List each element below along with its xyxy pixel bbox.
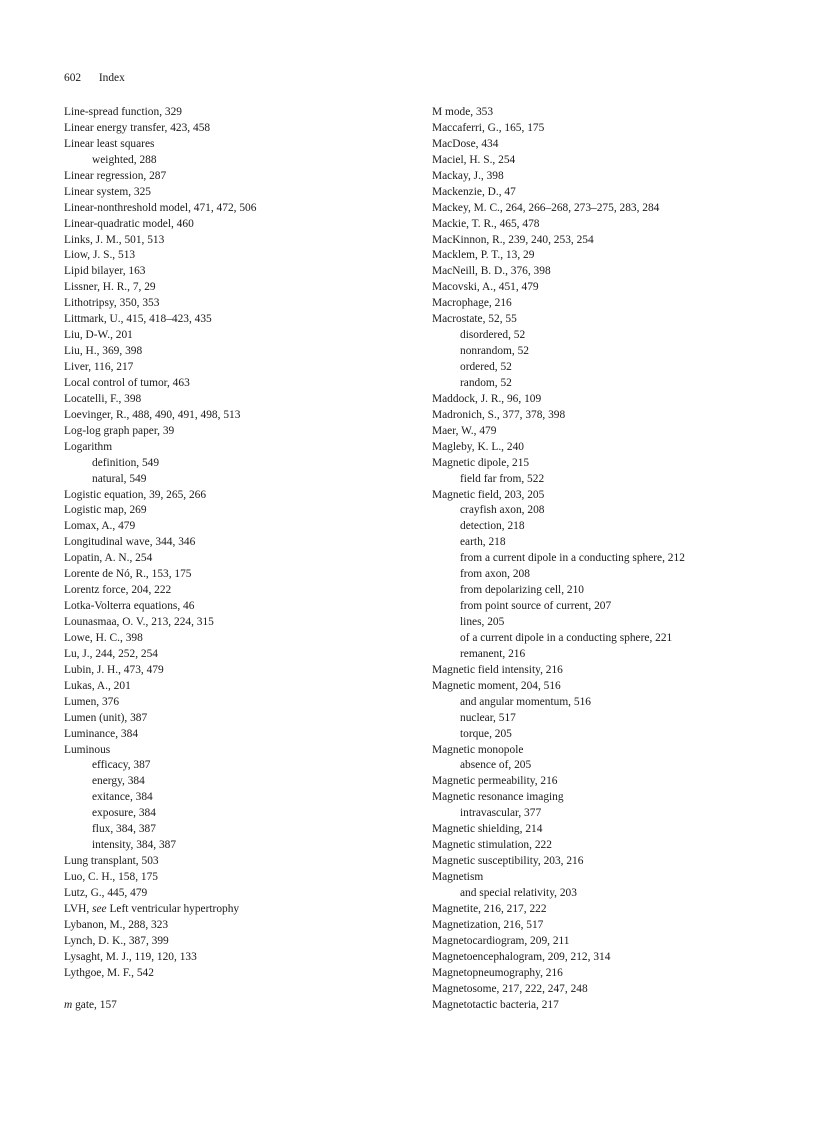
entry-text: earth, 218	[460, 536, 506, 549]
entry-text: random, 52	[460, 376, 512, 389]
index-entry	[432, 679, 772, 695]
index-subentry	[432, 886, 772, 902]
entry-text: Macovski, A., 451, 479	[432, 281, 539, 294]
index-entry	[432, 663, 772, 679]
index-entry	[64, 934, 404, 950]
entry-text: Mackenzie, D., 47	[432, 185, 516, 198]
index-subentry	[432, 567, 772, 583]
entry-text: Magnetic field intensity, 216	[432, 663, 563, 676]
entry-text: Magnetosome, 217, 222, 247, 248	[432, 982, 588, 995]
entry-text: Magnetic moment, 204, 516	[432, 679, 561, 692]
entry-text: Liu, H., 369, 398	[64, 345, 143, 358]
index-entry	[432, 743, 772, 759]
index-subentry	[432, 599, 772, 615]
index-entry	[64, 312, 404, 328]
entry-text: Linear least squares	[64, 137, 155, 150]
index-entry	[64, 424, 404, 440]
index-entry	[64, 918, 404, 934]
index-entry	[432, 233, 772, 249]
entry-text: field far from, 522	[460, 472, 545, 485]
index-subentry	[432, 631, 772, 647]
index-entry	[64, 105, 404, 121]
index-subentry	[432, 615, 772, 631]
index-entry	[432, 248, 772, 264]
index-entry	[432, 966, 772, 982]
index-entry	[64, 567, 404, 583]
entry-text: MacDose, 434	[432, 137, 499, 150]
index-entry	[432, 217, 772, 233]
running-header	[64, 71, 125, 85]
index-entry	[64, 360, 404, 376]
entry-text: Linear regression, 287	[64, 169, 167, 182]
index-entry	[432, 105, 772, 121]
index-entry	[64, 743, 404, 759]
index-subentry	[432, 727, 772, 743]
entry-text: Maddock, J. R., 96, 109	[432, 392, 542, 405]
index-entry	[64, 488, 404, 504]
index-entry	[432, 201, 772, 217]
index-subentry	[432, 360, 772, 376]
entry-text: Lutz, G., 445, 479	[64, 886, 148, 899]
entry-text: efficacy, 387	[92, 759, 151, 772]
index-subentry	[432, 583, 772, 599]
entry-text: Lopatin, A. N., 254	[64, 552, 153, 565]
index-entry	[432, 424, 772, 440]
entry-text: energy, 384	[92, 775, 145, 788]
entry-text: Linear-nonthreshold model, 471, 472, 506	[64, 201, 257, 214]
entry-text: Madronich, S., 377, 378, 398	[432, 408, 566, 421]
index-entry	[432, 838, 772, 854]
index-subentry	[432, 695, 772, 711]
index-entry	[64, 264, 404, 280]
entry-text: Lounasmaa, O. V., 213, 224, 315	[64, 616, 214, 628]
index-subentry	[432, 551, 772, 567]
entry-text: Macrophage, 216	[432, 297, 512, 310]
index-entry	[64, 679, 404, 695]
index-entry	[64, 695, 404, 711]
index-subentry	[64, 758, 404, 774]
entry-italic: see	[92, 902, 107, 915]
index-entry	[64, 121, 404, 137]
index-entry	[64, 966, 404, 982]
index-entry	[432, 153, 772, 169]
index-subentry	[64, 472, 404, 488]
entry-text: LVH,	[64, 902, 93, 915]
entry-text: Logistic equation, 39, 265, 266	[64, 488, 207, 501]
index-subentry	[432, 376, 772, 392]
index-subentry	[64, 790, 404, 806]
index-entry	[64, 344, 404, 360]
index-subentry	[64, 456, 404, 472]
entry-text: Magnetic dipole, 215	[432, 456, 530, 469]
index-subentry	[432, 711, 772, 727]
entry-text: Logistic map, 269	[64, 504, 147, 517]
entry-text: Liu, D-W., 201	[64, 329, 133, 342]
entry-text: Linear system, 325	[64, 185, 151, 198]
index-column-left	[64, 105, 404, 1013]
entry-text: Lorentz force, 204, 222	[64, 584, 172, 597]
index-subentry	[432, 647, 772, 663]
index-entry	[64, 870, 404, 886]
entry-text-after: Left ventricular hypertrophy	[106, 902, 240, 915]
index-entry	[64, 248, 404, 264]
index-entry	[432, 280, 772, 296]
index-subentry	[432, 758, 772, 774]
entry-text: Lu, J., 244, 252, 254	[64, 647, 158, 660]
entry-text-after: gate, 157	[72, 998, 117, 1011]
entry-text: natural, 549	[92, 472, 147, 485]
index-entry	[432, 998, 772, 1014]
entry-text: Lowe, H. C., 398	[64, 631, 143, 644]
entry-text: from a current dipole in a conducting sphere, 212	[460, 552, 685, 565]
entry-text: Maciel, H. S., 254	[432, 153, 516, 166]
entry-text: weighted, 288	[92, 153, 157, 166]
entry-text: Magnetic susceptibility, 203, 216	[432, 855, 584, 868]
entry-text: Lipid bilayer, 163	[64, 265, 146, 278]
section-title: Index	[98, 72, 125, 84]
entry-text: absence of, 205	[460, 759, 532, 772]
index-entry	[64, 998, 404, 1014]
index-entry	[64, 950, 404, 966]
index-entry	[432, 185, 772, 201]
entry-text: ordered, 52	[460, 361, 512, 373]
entry-text: Lorente de Nó, R., 153, 175	[64, 568, 192, 581]
entry-text: Magnetic shielding, 214	[432, 823, 543, 836]
index-entry	[64, 185, 404, 201]
entry-text: Lynch, D. K., 387, 399	[64, 934, 169, 947]
index-subentry	[432, 344, 772, 360]
entry-text: Lumen, 376	[64, 695, 120, 708]
entry-text: Lubin, J. H., 473, 479	[64, 663, 164, 676]
entry-text: Lung transplant, 503	[64, 855, 159, 868]
index-subentry	[64, 153, 404, 169]
entry-text: Magnetization, 216, 517	[432, 918, 544, 931]
index-subentry	[432, 503, 772, 519]
entry-text: Magleby, K. L., 240	[432, 440, 524, 453]
index-entry	[432, 169, 772, 185]
index-entry	[432, 870, 772, 886]
entry-text: Luminance, 384	[64, 727, 139, 740]
index-entry	[432, 902, 772, 918]
index-entry	[432, 934, 772, 950]
index-entry	[64, 599, 404, 615]
entry-text: Macklem, P. T., 13, 29	[432, 249, 535, 262]
index-entry	[432, 488, 772, 504]
entry-text: Lotka-Volterra equations, 46	[64, 600, 195, 613]
entry-text: Magnetic field, 203, 205	[432, 488, 545, 501]
index-entry	[64, 408, 404, 424]
entry-text: Magnetic resonance imaging	[432, 791, 564, 804]
index-entry	[432, 137, 772, 153]
index-entry	[64, 169, 404, 185]
entry-text: Liow, J. S., 513	[64, 249, 136, 262]
entry-text: Magnetism	[432, 871, 484, 883]
index-entry	[432, 440, 772, 456]
index-entry	[432, 918, 772, 934]
entry-text: disordered, 52	[460, 329, 526, 342]
index-entry	[64, 647, 404, 663]
entry-text: Lumen (unit), 387	[64, 711, 148, 724]
index-entry	[64, 711, 404, 727]
index-entry	[64, 376, 404, 392]
index-entry	[432, 456, 772, 472]
entry-text: intensity, 384, 387	[92, 839, 177, 852]
entry-text: M mode, 353	[432, 106, 494, 118]
index-entry	[64, 519, 404, 535]
entry-text: torque, 205	[460, 727, 512, 740]
entry-text: nuclear, 517	[460, 711, 516, 724]
index-subentry	[64, 806, 404, 822]
entry-text: Log-log graph paper, 39	[64, 424, 175, 437]
page-number: 602	[64, 72, 82, 84]
entry-text: Lybanon, M., 288, 323	[64, 918, 169, 931]
index-entry	[64, 727, 404, 743]
index-subentry	[432, 535, 772, 551]
entry-text: flux, 384, 387	[92, 823, 156, 836]
entry-text: Maccaferri, G., 165, 175	[432, 121, 545, 134]
entry-text: Linear-quadratic model, 460	[64, 217, 194, 230]
entry-text: Littmark, U., 415, 418–423, 435	[64, 313, 212, 326]
entry-text: Locatelli, F., 398	[64, 392, 142, 405]
entry-text: from axon, 208	[460, 568, 530, 581]
entry-text: Magnetic stimulation, 222	[432, 839, 552, 852]
index-subentry	[432, 472, 772, 488]
entry-text: Lomax, A., 479	[64, 520, 136, 533]
entry-text: Linear energy transfer, 423, 458	[64, 121, 211, 134]
entry-text: Liver, 116, 217	[64, 361, 134, 373]
entry-text: of a current dipole in a conducting sphere, 221	[460, 631, 673, 644]
index-entry	[64, 535, 404, 551]
index-entry	[432, 982, 772, 998]
index-entry	[64, 886, 404, 902]
entry-text: Local control of tumor, 463	[64, 376, 190, 389]
index-entry	[64, 902, 404, 918]
index-column-right	[432, 105, 772, 1013]
entry-text: and angular momentum, 516	[460, 695, 591, 708]
entry-text: Links, J. M., 501, 513	[64, 233, 165, 246]
entry-text: lines, 205	[460, 616, 505, 628]
entry-text: Magnetopneumography, 216	[432, 966, 563, 979]
index-entry	[432, 790, 772, 806]
entry-text: Lissner, H. R., 7, 29	[64, 281, 156, 294]
index-entry	[64, 392, 404, 408]
index-entry	[64, 280, 404, 296]
index-entry	[432, 950, 772, 966]
index-entry	[432, 822, 772, 838]
entry-text: Magnetic permeability, 216	[432, 775, 558, 788]
entry-text: Longitudinal wave, 344, 346	[64, 536, 196, 549]
entry-text: Lukas, A., 201	[64, 679, 131, 692]
index-subentry	[432, 519, 772, 535]
entry-text: exposure, 384	[92, 807, 156, 820]
index-entry	[64, 583, 404, 599]
index-subentry	[432, 806, 772, 822]
entry-italic: m	[64, 998, 73, 1011]
index-subentry	[64, 774, 404, 790]
entry-text: Line-spread function, 329	[64, 106, 182, 118]
index-entry	[64, 217, 404, 233]
entry-text: Maer, W., 479	[432, 424, 497, 437]
index-entry	[64, 631, 404, 647]
entry-text: nonrandom, 52	[460, 345, 529, 358]
entry-text: Logarithm	[64, 440, 113, 453]
index-entry	[64, 296, 404, 312]
index-entry	[432, 392, 772, 408]
entry-text: exitance, 384	[92, 791, 153, 804]
entry-text: and special relativity, 203	[460, 886, 577, 899]
index-entry	[432, 264, 772, 280]
entry-text: Luo, C. H., 158, 175	[64, 871, 158, 883]
index-entry	[64, 615, 404, 631]
index-entry	[432, 408, 772, 424]
index-entry	[432, 296, 772, 312]
entry-text: Lythgoe, M. F., 542	[64, 966, 154, 979]
entry-text: Mackie, T. R., 465, 478	[432, 217, 540, 230]
entry-text: detection, 218	[460, 520, 525, 533]
entry-text: Mackey, M. C., 264, 266–268, 273–275, 283, 284	[432, 201, 660, 214]
entry-text: Lysaght, M. J., 119, 120, 133	[64, 950, 197, 963]
entry-text: Loevinger, R., 488, 490, 491, 498, 513	[64, 408, 241, 421]
entry-text: from depolarizing cell, 210	[460, 584, 584, 597]
index-subentry	[64, 838, 404, 854]
entry-text: Luminous	[64, 743, 111, 756]
entry-text: Magnetocardiogram, 209, 211	[432, 934, 570, 947]
index-entry	[64, 663, 404, 679]
entry-text: MacNeill, B. D., 376, 398	[432, 265, 551, 278]
index-subentry	[64, 822, 404, 838]
entry-text: MacKinnon, R., 239, 240, 253, 254	[432, 233, 594, 246]
index-entry	[64, 201, 404, 217]
entry-text: Magnetic monopole	[432, 743, 524, 756]
index-entry	[64, 551, 404, 567]
index-entry	[64, 328, 404, 344]
entry-text: remanent, 216	[460, 647, 526, 660]
index-entry	[432, 854, 772, 870]
entry-text: Magnetite, 216, 217, 222	[432, 902, 547, 915]
index-entry	[64, 503, 404, 519]
index-entry	[64, 137, 404, 153]
index-entry	[432, 312, 772, 328]
index-entry	[64, 854, 404, 870]
entry-text: Magnetotactic bacteria, 217	[432, 998, 559, 1011]
index-entry	[64, 233, 404, 249]
index-entry	[64, 440, 404, 456]
entry-text: Mackay, J., 398	[432, 169, 504, 182]
entry-text: from point source of current, 207	[460, 600, 612, 613]
entry-text: intravascular, 377	[460, 807, 542, 820]
index-entry	[432, 774, 772, 790]
entry-text: Lithotripsy, 350, 353	[64, 297, 160, 310]
entry-text: crayfish axon, 208	[460, 504, 545, 517]
entry-text: definition, 549	[92, 456, 160, 469]
entry-text: Magnetoencephalogram, 209, 212, 314	[432, 950, 611, 963]
index-entry	[432, 121, 772, 137]
index-subentry	[432, 328, 772, 344]
entry-text: Macrostate, 52, 55	[432, 313, 517, 326]
